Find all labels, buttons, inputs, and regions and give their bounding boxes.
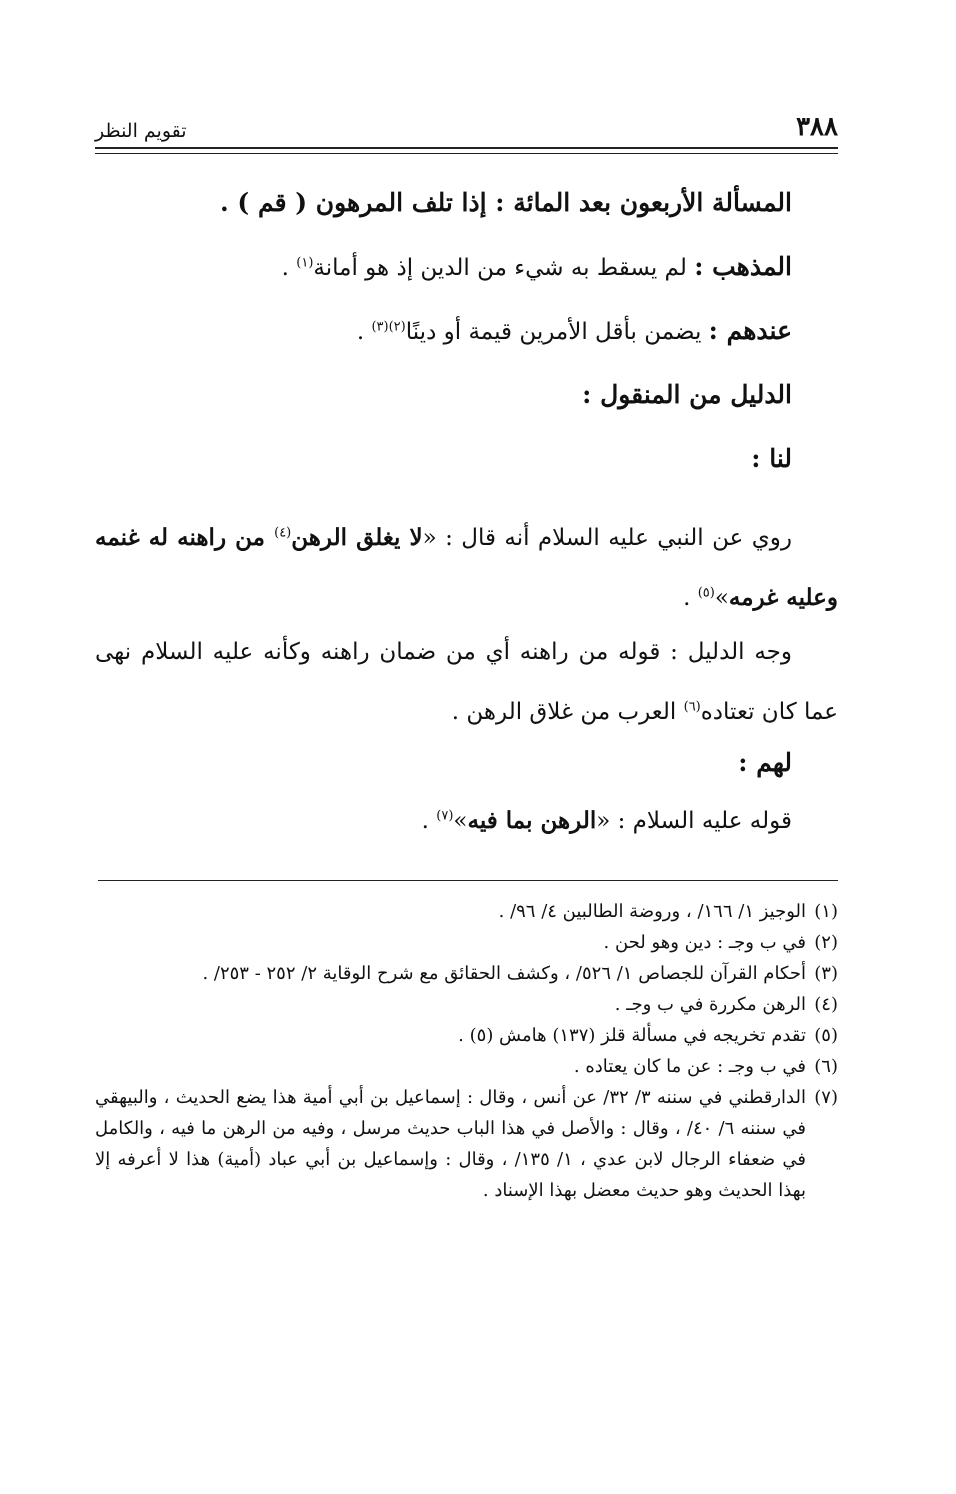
lahum-line: قوله عليه السلام : «الرهن بما فيه»$^{(٧)}$ . xyxy=(421,807,792,834)
lahum-heading: لهم : xyxy=(738,748,792,777)
evidence-heading: الدليل من المنقول : xyxy=(582,380,792,409)
header-rule-thick xyxy=(95,147,838,149)
lahum-close: » xyxy=(453,808,468,834)
running-title: تقويم النظر xyxy=(95,120,187,142)
page-header xyxy=(95,112,838,142)
hadith-part2: من راهنه له غنمه وعليه غرمه xyxy=(95,524,838,611)
indahum-line: عندهم : يضمن بأقل الأمرين قيمة أو دينًا$^{(٢)(٣)}$ . xyxy=(356,316,792,345)
lahum-intro: قوله عليه السلام : « xyxy=(596,808,792,834)
lahum-hadith: الرهن بما فيه xyxy=(467,807,597,834)
footnotes xyxy=(95,896,838,1206)
madhhab-line: المذهب : لم يسقط به شيء من الدين إذ هو أمانة$^{(١)}$ . xyxy=(281,252,792,281)
footnote-text: الدارقطني في سننه ٣/ ٣٢/ عن أنس ، وقال : إسماعيل بن أبي أمية هذا يضع الحديث ، والبيهقي في سننه ٦/ ٤٠/ ، وقال : والأصل في هذا الباب حديث مرسل ، وفيه من الرهن ما فيه ، والكامل في ضعفاء الرجال لابن عدي ، ١/ ١٣٥/ ، وقال : وإسماعيل بن أبي عباد (أمية) هذا لا أعرفه إلا بهذا الحديث وهو حديث معضل بهذا الإسناد . xyxy=(95,1087,806,1201)
indahum-label: عندهم : xyxy=(708,316,792,345)
wajh-paragraph xyxy=(95,622,838,742)
footnote xyxy=(95,927,838,958)
footnote-number: (٢) xyxy=(814,932,838,953)
footnote-number: (٦) xyxy=(814,1056,838,1077)
wajh-text2: العرب من غلاق الرهن . xyxy=(451,699,684,725)
footnote xyxy=(95,1051,838,1082)
footnote xyxy=(95,989,838,1020)
footnote-number: (٣) xyxy=(814,963,838,984)
hadith-close: » xyxy=(714,585,729,611)
footnote xyxy=(95,1020,838,1051)
footnote-ref-4: (٤) xyxy=(274,525,292,541)
footnote-ref-5: (٥) xyxy=(697,585,715,601)
hadith-part1: لا يغلق الرهن xyxy=(291,524,423,551)
footnote xyxy=(95,896,838,927)
footnote-text: في ب وجـ : عن ما كان يعتاده . xyxy=(573,1056,806,1077)
footnote-text: الرهن مكررة في ب وجـ . xyxy=(614,994,806,1015)
lana-heading: لنا : xyxy=(751,444,792,473)
footnote-number: (٥) xyxy=(814,1025,838,1046)
footnote-ref-2-3: (٢)(٣) xyxy=(371,319,406,335)
page-number: ٣٨٨ xyxy=(796,112,838,142)
footnote-ref-7: (٧) xyxy=(436,808,454,824)
footnote-ref-1: (١) xyxy=(296,255,314,271)
footnote-number: (٧) xyxy=(814,1087,838,1108)
wajh-text1: وجه الدليل : قوله من راهنه أي من ضمان راهنه وكأنه عليه السلام نهى عما كان تعتاده xyxy=(95,639,838,725)
issue-title: المسألة الأربعون بعد المائة : إذا تلف المرهون ( قم ) . xyxy=(220,188,792,217)
footnote xyxy=(95,958,838,989)
footnote-text: في ب وجـ : دين وهو لحن . xyxy=(603,932,806,953)
footnote xyxy=(95,1082,838,1206)
footnote-separator xyxy=(98,880,838,881)
footnote-text: أحكام القرآن للجصاص ١/ ٥٢٦/ ، وكشف الحقائق مع شرح الوقاية ٢/ ٢٥٢ - ٢٥٣/ . xyxy=(202,963,806,984)
footnote-text: الوجيز ١/ ١٦٦/ ، وروضة الطالبين ٤/ ٩٦/ . xyxy=(498,901,806,922)
footnote-ref-6: (٦) xyxy=(683,699,701,715)
header-rule-thin xyxy=(95,153,838,154)
hadith-intro: روي عن النبي عليه السلام أنه قال : « xyxy=(422,525,792,551)
madhhab-text: لم يسقط به شيء من الدين إذ هو أمانة xyxy=(313,255,687,281)
indahum-text: يضمن بأقل الأمرين قيمة أو دينًا xyxy=(405,319,702,345)
madhhab-label: المذهب : xyxy=(694,252,792,281)
footnote-text: تقدم تخريجه في مسألة قلز (١٣٧) هامش (٥) . xyxy=(458,1025,806,1046)
hadith-paragraph: روي عن النبي عليه السلام أنه قال : «لا يغلق الرهن$^{(٤)}$ من راهنه له غنمه وعليه غرمه»$^{(٥)}$ . xyxy=(95,524,838,611)
footnote-number: (٤) xyxy=(814,994,838,1015)
footnote-number: (١) xyxy=(814,901,838,922)
